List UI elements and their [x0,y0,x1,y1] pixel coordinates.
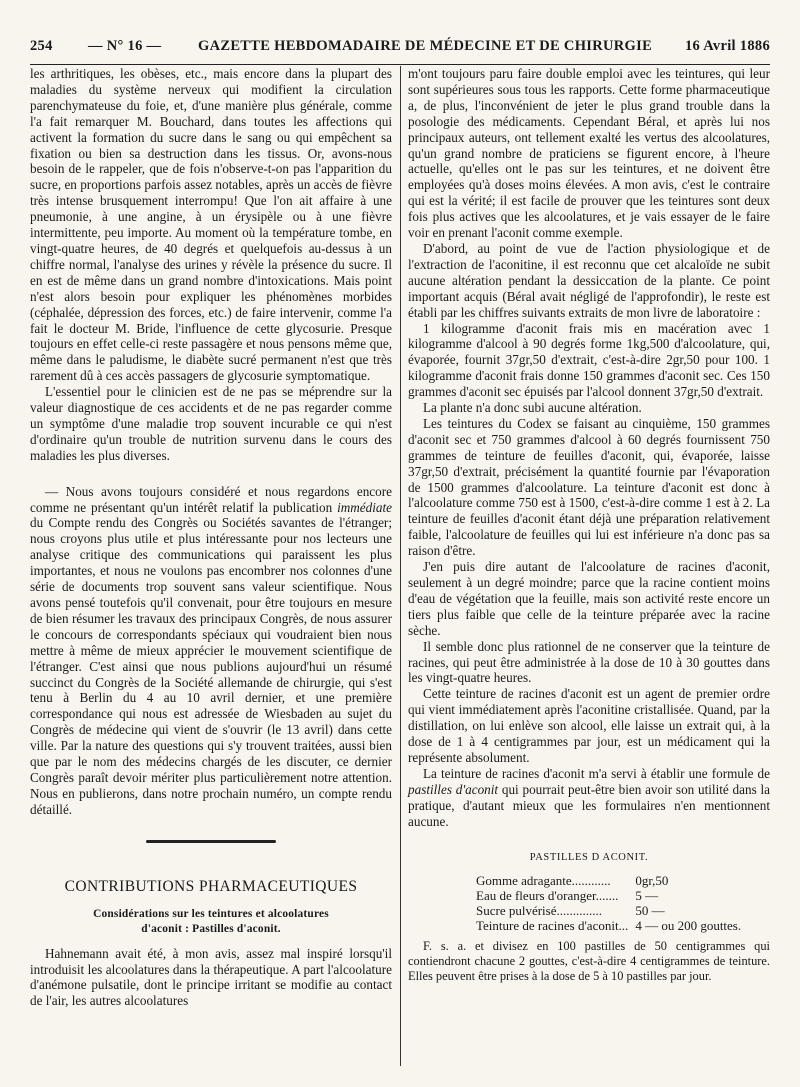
formula-note: F. s. a. et divisez en 100 pastilles de 50 centigrammes qui contiendront chacune 2 gouttes, c'est-à-dire 4 centigrammes de teinture. Elles peuvent être prises à la dose de 5 à 10 pastilles par jour. [408,939,770,983]
formula-item: Sucre pulvérisé.............. [476,903,603,919]
formula-title: PASTILLES D ACONIT. [529,851,649,863]
page-number: 254 [30,38,53,54]
announcement-text-rest: du Compte rendu des Congrès ou Sociétés savantes de l'étranger; nous croyons plus utile et plus intéressante pour nos lecteurs une analyse critique des communications qui paraissent les plus importantes, et nous ne voulons pas encombrer nos colonnes d'une série de documents trop souvent sans valeur scientifique. Nous avons pensé toutefois qu'il convenait, pour être toujours en mesure de bien résumer les travaux des principaux Congrès, de nous assurer le concours de correspondants spéciaux qui voudraient bien nous mettre à même de mieux apprécier le mouvement scientifique de l'étranger. C'est ainsi que nous publions aujourd'hui un résumé succinct du Congrès de la Société allemande de chirurgie, qui s'est tenu à Berlin du 4 au 10 avril dernier, et une première correspondance qui nous est adressée de Wiesbaden au sujet du Congrès de médecine qui vient de s'ouvrir (le 13 avril) dans cette ville. Par la nature des questions qui s'y trouvent traitées, aussi bien que par le nom des médecins chargés de les discuter, ce dernier Congrès paraît devoir mériter plus particulièrement notre attention. Nous en publierons, dans notre prochain numéro, un compte rendu détaillé. [30,515,392,817]
paragraph: La plante n'a donc subi aucune altération. [423,400,642,416]
formula-qty: 4 — ou 200 gouttes. [635,918,742,934]
formula-qty: 50 — [635,903,665,919]
formula-row [476,903,744,918]
formula-qty: 0gr,50 [635,873,669,889]
section-title: CONTRIBUTIONS PHARMACEUTIQUES [64,877,358,895]
paragraph: Cette teinture de racines d'aconit est un agent de premier ordre qui vient immédiatement après l'aconitine cristallisée. Quand, par la distillation, on lui enlève son alcool, elle laisse un extrait qui, à la dose de 1 à 4 centigrammes par jour, est un médicament qui la représente absolument. [408,686,770,765]
journal-title: GAZETTE HEBDOMADAIRE DE MÉDECINE ET DE CHIRURGIE [198,38,653,54]
paragraph: les arthritiques, les obèses, etc., mais encore dans la plupart des maladies du système nerveux qui modifient la circulation parenchymateuse du foie, et, d'une manière plus générale, comme l'a fait remarquer M. Bouchard, dans toutes les affections qui activent la formation du sucre dans le sang ou qui empêchent sa fixation ou bien sa destruction dans les tissus. Or, avons-nous besoin de le rappeler, que de fois n'observe-t-on pas l'apparition du sucre, en proportions parfois assez notables, après un accès de fièvre très intense brusquement interrompu! Que l'on ait affaire à une pneumonie, à une angine, à un érysipèle ou à une fièvre intermittente, peu importe. Au moment où la température tombe, en vingt-quatre heures, de 40 degrés et quelquefois au-dessus à un chiffre normal, l'analyse des urines y révèle la présence du sucre. Il en est de même dans un grand nombre d'intoxications. Mais point n'est alors besoin pour expliquer les phénomènes morbides (céphalée, dépression des forces, etc.) de faire intervenir, comme l'a fait le docteur M. Bride, l'influence de cette glycosurie. Presque toujours en effet celle-ci reste passagère et nous pensons même que, même dans le paludisme, le diabète sucré permanent n'est que très rarement dû à ces accès passagers de glycosurie symptomatique. [30,66,392,384]
paragraph: 1 kilogramme d'aconit frais mis en macération avec 1 kilogramme d'alcool à 90 degrés forme 1kg,500 d'alcoolature, qui, évaporée, fournit 37gr,50 d'extrait, c'est-à-dire 2gr,50 pour 100. 1 kilogramme d'aconit frais donne 150 grammes d'aconit sec. Ces 150 grammes d'aconit sec épuisés par l'alcool donnent 37gr,50 d'extrait. [408,320,770,400]
paragraph: m'ont toujours paru faire double emploi avec les teintures, qui leur sont supérieures sous tous les rapports. Cette forme pharmaceutique a, de plus, l'inconvénient de jeter le plus grand trouble dans la posologie des médicaments. Cependant Béral, et après lui nos principaux auteurs, ont tellement exalté les vertus des alcoolatures, qu'un grand nombre de praticiens se figurent encore, à l'heure actuelle, qu'elles ont le pas sur les teintures, et ne doivent être employées qu'à doses moins élevées. A mon avis, c'est le contraire qui est la vérité; il est facile de prouver que les teintures sont deux fois plus actives que les alcoolatures, et je vais essayer de le faire voir en prenant l'aconit comme exemple. [408,66,770,241]
subtitle-line-2: d'aconit : Pastilles d'aconit. [141,922,281,935]
formula-item: Teinture de racines d'aconit... [476,918,629,934]
formula-row [476,918,744,933]
announcement-paragraph [30,484,392,818]
paragraph: J'en puis dire autant de l'alcoolature de racines d'aconit, seulement à un degré moindre; parce que la racine contient moins d'eau de végétation que la feuille, mais son activité reste encore un tiers plus faible que celle de la teinture préparée avec la racine sèche. [408,559,770,638]
paragraph: Les teintures du Codex se faisant au cinquième, 150 grammes d'aconit sec et 750 grammes d'alcool à 60 degrés fournissent 750 grammes de teinture de feuilles d'aconit, qui, évaporée, laisse 37gr,50 d'extrait, précisément la quantité fournie par l'évaporation de 1500 grammes d'alcoolature. La teinture d'aconit est donc à l'alcoolature comme 750 est à 1500, c'est-à-dire comme 1 est à 2. La teinture de feuilles d'aconit étant déjà une préparation relativement faible, l'alcoolature de feuilles qui lui est inférieure n'a donc pas sa raison d'être. [408,415,770,559]
formula-table [476,873,744,933]
announcement-italic: immédiate [337,499,392,515]
left-column [30,66,392,1009]
formula-item: Gomme adragante............ [476,873,611,889]
paragraph-text-rest: qui pourrait peut-être bien avoir son utilité dans la pratique, d'autant mieux que les formulaires n'en mentionnent aucune. [408,781,770,829]
issue-number: — N° 16 — [88,38,162,54]
paragraph [408,766,770,830]
announcement-text: — Nous avons toujours considéré et nous regardons encore comme ne présentant qu'un intérêt relatif la publication [30,483,392,515]
paragraph: Hahnemann avait été, à mon avis, assez mal inspiré lorsqu'il introduisit les alcoolatures dans la thérapeutique. A part l'alcoolature d'anémone pulsatile, dont le principe irritant se modifie au contact de l'air, les autres alcoolatures [30,945,392,1009]
paragraph: L'essentiel pour le clinicien est de ne pas se méprendre sur la valeur diagnostique de ces accidents et de ne pas regarder comme un symptôme d'une maladie trop souvent incurable ce qui n'est d'ordinaire qu'un trouble de nutrition survenu dans le cours des maladies les plus diverses. [30,384,392,463]
header-rule [30,64,770,65]
section-divider [146,840,276,843]
paragraph: D'abord, au point de vue de l'action physiologique et de l'extraction de l'aconitine, il est reconnu que cet alcaloïde ne subit aucune altération pendant la dessiccation de la plante. Ce point important acquis (Béral avait négligé de l'approfondir), le reste est établi par les chiffres suivants extraits de mon livre de laboratoire : [408,240,770,320]
formula-qty: 5 — [635,888,659,904]
formula-row [476,888,744,903]
formula-item: Eau de fleurs d'oranger....... [476,888,619,904]
section-subtitle [30,907,392,937]
column-rule [400,66,401,1066]
running-header [30,38,770,62]
formula-row [476,873,744,888]
subtitle-line-1: Considérations sur les teintures et alcoolatures [93,907,329,920]
paragraph-text: La teinture de racines d'aconit m'a servi à établir une formule de [423,765,770,781]
issue-date: 16 Avril 1886 [685,38,770,54]
right-column [408,66,770,983]
paragraph-italic: pastilles d'aconit [408,781,499,797]
paragraph: Il semble donc plus rationnel de ne conserver que la teinture de racines, qui peut être administrée à la dose de 10 à 30 gouttes dans les vingt-quatre heures. [408,638,770,686]
